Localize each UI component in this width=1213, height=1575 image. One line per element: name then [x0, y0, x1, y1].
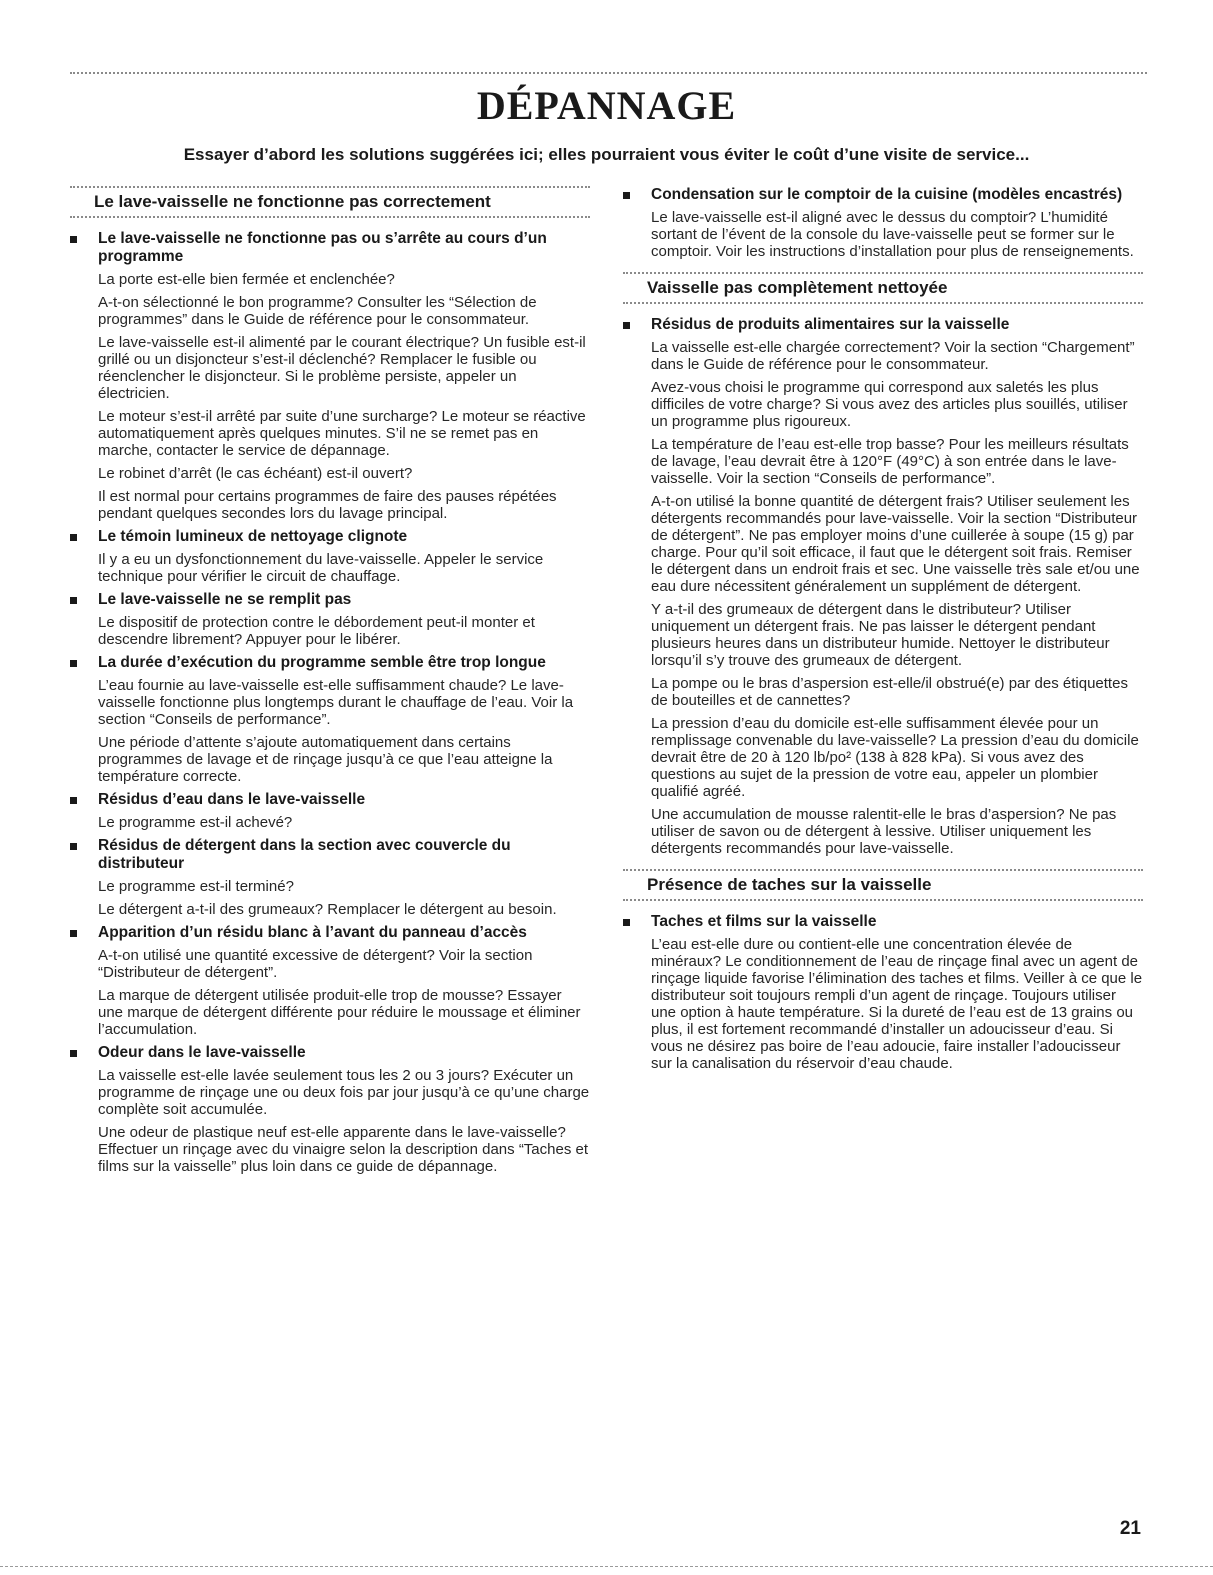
solution-text: La température de l’eau est-elle trop basse? Pour les meilleurs résultats de lavage, l’eau devrait être à 120°F (49°C) à son entrée dans le lave-vaisselle. Voir la section “Conseils de performance”. — [651, 436, 1129, 487]
solution-text: Le robinet d’arrêt (le cas échéant) est-il ouvert? — [98, 465, 413, 482]
solution-text: Le lave-vaisselle est-il aligné avec le dessus du comptoir? L’humidité sortant de l’évent de la console du lave-vaisselle peut se former sur le comptoir. Voir les instructions d’installation pour plus de renseignements. — [651, 209, 1134, 260]
issue-item — [70, 230, 590, 522]
solution-text: Le programme est-il achevé? — [98, 814, 293, 831]
bullet-icon — [623, 192, 630, 199]
solution-text: Le lave-vaisselle est-il alimenté par le courant électrique? Un fusible est-il grillé ou un disjoncteur s’est-il déclenché? Remplacer le fusible ou réenclencher le disjoncteur. Si le problème persiste, appeler un électricien. — [98, 334, 586, 402]
bullet-icon — [70, 930, 77, 937]
issue-item — [70, 654, 590, 785]
solution-text: Une accumulation de mousse ralentit-elle le bras d’aspersion? Ne pas utiliser de savon ou de détergent à lessive. Utiliser uniquement les détergents recommandés pour lave-vaisselle. — [651, 806, 1117, 857]
solution-text: La marque de détergent utilisée produit-elle trop de mousse? Essayer une marque de détergent différente pour réduire le moussage et éliminer l’accumulation. — [98, 987, 581, 1038]
issue-title: Condensation sur le comptoir de la cuisine (modèles encastrés) — [651, 186, 1123, 203]
solution-text: La pression d’eau du domicile est-elle suffisamment élevée pour un remplissage convenable du lave-vaisselle? La pression d’eau du domicile devrait être de 20 à 120 lb/po² (138 à 828 kPa). Si vous avez des questions au sujet de la pression de votre eau, appeler un plombier qualifié agréé. — [651, 715, 1139, 800]
solution-text: A-t-on utilisé la bonne quantité de détergent frais? Utiliser seulement les détergents recommandés pour lave-vaisselle. Voir la section “Distributeur de détergent”. Ne pas employer moins d’une cuillerée à soupe (15 g) par charge. Pour qu’il soit efficace, il faut que le détergent soit frais. Remiser le détergent dans un endroit frais et sec. Une vaisselle très sale et/ou une eau dure nécessitent généralement un supplément de détergent. — [651, 493, 1140, 595]
issue-item — [70, 528, 590, 585]
section-title: Le lave-vaisselle ne fonctionne pas correctement — [94, 192, 491, 211]
issue-title: Le lave-vaisselle ne fonctionne pas ou s’arrête au cours d’un programme — [98, 230, 547, 265]
bullet-icon — [623, 322, 630, 329]
issue-title: Résidus de détergent dans la section avec couvercle du distributeur — [98, 837, 511, 872]
solution-text: L’eau est-elle dure ou contient-elle une concentration élevée de minéraux? Le conditionnement de l’eau de rinçage final avec un agent de rinçage liquide favorise l’élimination des taches et films. Veiller à ce que le distributeur soit toujours rempli d’un agent de rinçage. Toujours utiliser une option à haute température. Si la dureté de l’eau est de 13 grains ou plus, il est fortement recommandé d’installer un adoucisseur d’eau. Si vous ne désirez pas boire de l’eau adoucie, faire installer l’adoucisseur sur la canalisation du réservoir d’eau chaude. — [651, 936, 1143, 1072]
issue-item — [623, 316, 1143, 857]
solution-text: Une période d’attente s’ajoute automatiquement dans certains programmes de lavage et de rinçage jusqu’à ce que l’eau atteigne la température correcte. — [98, 734, 553, 785]
solution-text: La vaisselle est-elle chargée correctement? Voir la section “Chargement” dans le Guide de référence pour le consommateur. — [651, 339, 1135, 373]
section-title: Présence de taches sur la vaisselle — [647, 875, 932, 894]
bullet-icon — [70, 843, 77, 850]
bullet-icon — [70, 534, 77, 541]
solution-text: Une odeur de plastique neuf est-elle apparente dans le lave-vaisselle? Effectuer un rinçage avec du vinaigre selon la description dans “Taches et films sur la vaisselle” plus loin dans ce guide de dépannage. — [98, 1124, 589, 1175]
bullet-icon — [70, 236, 77, 243]
issue-item — [70, 791, 590, 831]
solution-text: Avez-vous choisi le programme qui correspond aux saletés les plus difficiles de votre charge? Si vous avez des articles plus souillés, utiliser un programme plus rigoureux. — [651, 379, 1128, 430]
issue-item — [623, 913, 1143, 1072]
bullet-icon — [70, 1050, 77, 1057]
bullet-icon — [70, 597, 77, 604]
solution-text: Le programme est-il terminé? — [98, 878, 294, 895]
solution-text: La porte est-elle bien fermée et enclenchée? — [98, 271, 395, 288]
solution-text: La vaisselle est-elle lavée seulement tous les 2 ou 3 jours? Exécuter un programme de rinçage une ou deux fois par jour jusqu’à ce qu’une charge complète soit accumulée. — [98, 1067, 590, 1118]
bullet-icon — [70, 660, 77, 667]
solution-text: Y a-t-il des grumeaux de détergent dans le distributeur? Utiliser uniquement un détergent frais. Ne pas laisser le détergent pendant plusieurs heures dans un distributeur humide. Nettoyer le distributeur lorsqu’il s’y trouve des grumeaux de détergent. — [651, 601, 1110, 669]
issue-title: Odeur dans le lave-vaisselle — [98, 1044, 306, 1061]
issue-item — [70, 1044, 590, 1175]
issue-title: Le lave-vaisselle ne se remplit pas — [98, 591, 352, 608]
left-column — [70, 186, 590, 1187]
section-header — [70, 186, 590, 218]
issue-title: Taches et films sur la vaisselle — [651, 913, 877, 930]
issue-item — [623, 186, 1143, 260]
right-column — [623, 186, 1143, 1084]
issue-item — [70, 591, 590, 648]
top-rule — [70, 72, 1147, 74]
issue-title: Le témoin lumineux de nettoyage clignote — [98, 528, 408, 545]
page-subtitle: Essayer d’abord les solutions suggérées ici; elles pourraient vous éviter le coût d’une visite de service... — [183, 145, 1030, 164]
troubleshooting-section — [623, 186, 1143, 260]
section-header — [623, 869, 1143, 901]
section-rule-bottom — [623, 302, 1143, 304]
solution-text: La pompe ou le bras d’aspersion est-elle/il obstrué(e) par des étiquettes de bouteilles et de cannettes? — [651, 675, 1128, 709]
page-number: 21 — [1119, 1518, 1141, 1539]
solution-text: Il y a eu un dysfonctionnement du lave-vaisselle. Appeler le service technique pour vérifier le circuit de chauffage. — [98, 551, 544, 585]
section-header — [623, 272, 1143, 304]
solution-text: A-t-on sélectionné le bon programme? Consulter les “Sélection de programmes” dans le Guide de référence pour le consommateur. — [98, 294, 537, 328]
solution-text: Il est normal pour certains programmes de faire des pauses répétées pendant quelques secondes lors du lavage principal. — [98, 488, 557, 522]
issue-item — [70, 837, 590, 918]
issue-title: Résidus de produits alimentaires sur la vaisselle — [651, 316, 1010, 333]
bottom-rule — [0, 1566, 1213, 1567]
solution-text: Le moteur s’est-il arrêté par suite d’une surcharge? Le moteur se réactive automatiquement après quelques minutes. S’il ne se remet pas en marche, contacter le service de dépannage. — [98, 408, 586, 459]
issue-item — [70, 924, 590, 1038]
bullet-icon — [70, 797, 77, 804]
page-title: DÉPANNAGE — [476, 83, 737, 128]
troubleshooting-section — [623, 869, 1143, 1072]
solution-text: A-t-on utilisé une quantité excessive de détergent? Voir la section “Distributeur de détergent”. — [98, 947, 533, 981]
troubleshooting-section — [70, 186, 590, 1175]
solution-text: L’eau fournie au lave-vaisselle est-elle suffisamment chaude? Le lave-vaisselle fonctionne plus longtemps durant le chauffage de l’eau. Voir la section “Conseils de performance”. — [98, 677, 574, 728]
section-rule-bottom — [623, 899, 1143, 901]
solution-text: Le détergent a-t-il des grumeaux? Remplacer le détergent au besoin. — [98, 901, 557, 918]
section-rule-bottom — [70, 216, 590, 218]
section-title: Vaisselle pas complètement nettoyée — [647, 278, 948, 297]
issue-title: Résidus d’eau dans le lave-vaisselle — [98, 791, 366, 808]
solution-text: Le dispositif de protection contre le débordement peut-il monter et descendre librement? Appuyer pour le libérer. — [98, 614, 535, 648]
issue-title: Apparition d’un résidu blanc à l’avant du panneau d’accès — [98, 924, 527, 941]
bullet-icon — [623, 919, 630, 926]
issue-title: La durée d’exécution du programme semble être trop longue — [98, 654, 546, 671]
troubleshooting-section — [623, 272, 1143, 857]
